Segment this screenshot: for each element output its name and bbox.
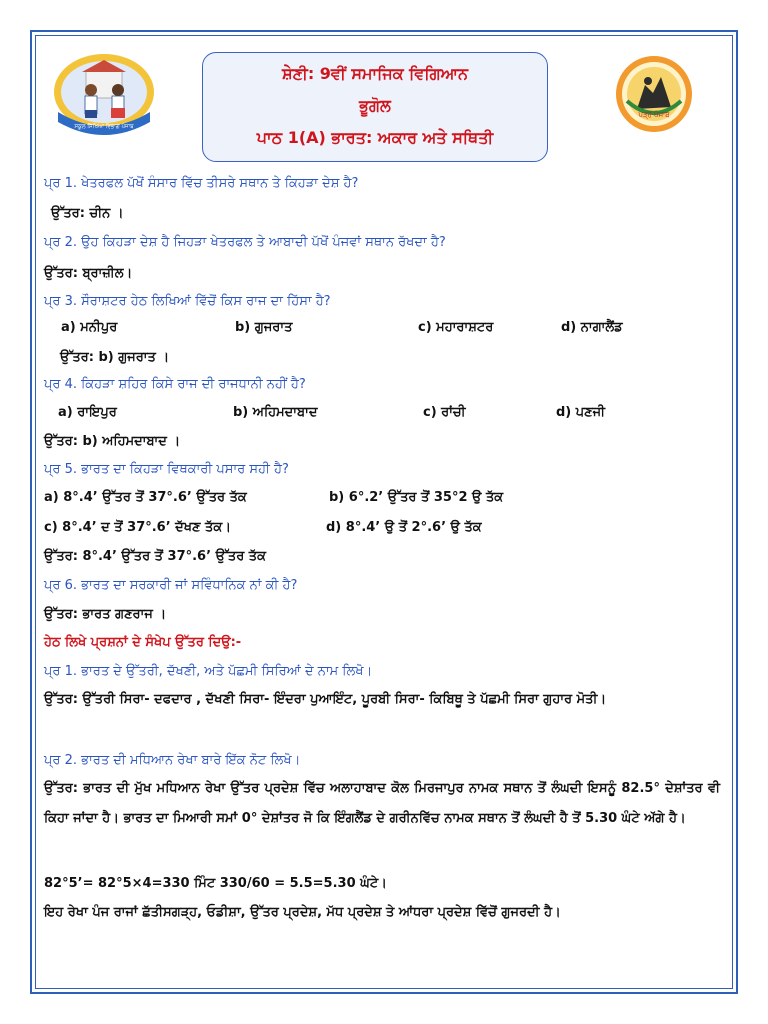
answer-5: ਉੱਤਰ: 8°.4’ ਉੱਤਰ ਤੋਂ 37°.6’ ਉੱਤਰ ਤੱਕ: [44, 549, 266, 564]
q3-option-c: c) ਮਹਾਰਾਸ਼ਟਰ: [418, 320, 494, 335]
q4-option-d: d) ਪਣਜੀ: [556, 405, 606, 420]
answer-4: ਉੱਤਰ: b) ਅਹਿਮਦਾਬਾਦ ।: [44, 434, 181, 449]
question-3: ਪ੍ਰ 3. ਸੌਰਾਸ਼ਟਰ ਹੇਠ ਲਿਖਿਆਂ ਵਿੱਚੋਂ ਕਿਸ ਰਾਜ ਦਾ ਹਿੱਸਾ ਹੈ?: [44, 294, 331, 309]
q3-option-d: d) ਨਾਗਾਲੈਂਡ: [561, 320, 623, 335]
q4-option-a: a) ਰਾਇਪੁਰ: [58, 405, 117, 420]
answer-3: ਉੱਤਰ: b) ਗੁਜਰਾਤ ।: [60, 350, 170, 365]
short-question-2: ਪ੍ਰ 2. ਭਾਰਤ ਦੀ ਮਧਿਆਨ ਰੇਖਾ ਬਾਰੇ ਇੱਕ ਨੋਟ ਲਿਖੋ।: [44, 753, 301, 768]
q5-option-c: c) 8°.4’ ਦ ਤੋਂ 37°.6’ ਦੱਖਣ ਤੱਕ।: [44, 520, 231, 535]
short-answer-2-calculation: 82°5’= 82°5×4=330 ਮਿੰਟ 330/60 = 5.5=5.30 ਘੰਟੇ।: [44, 876, 387, 891]
short-answer-2-states: ਇਹ ਰੇਖਾ ਪੰਜ ਰਾਜਾਂ ਛੱਤੀਸਗੜ੍ਹ, ਓਡੀਸ਼ਾ, ਉੱਤਰ ਪ੍ਰਦੇਸ਼, ਮੱਧ ਪ੍ਰਦੇਸ਼ ਤੇ ਆਂਧਰਾ ਪ੍ਰਦੇਸ਼ ਵਿੱਚੋਂ ਗੁਜਰਦੀ ਹੈ।: [44, 905, 561, 920]
answer-6: ਉੱਤਰ: ਭਾਰਤ ਗਣਰਾਜ ।: [44, 607, 167, 622]
q3-option-a: a) ਮਨੀਪੁਰ: [61, 320, 118, 335]
padho-punjab-logo: [615, 55, 693, 133]
short-answer-2: ਉੱਤਰ: ਭਾਰਤ ਦੀ ਮੁੱਖ ਮਧਿਆਨ ਰੇਖਾ ਉੱਤਰ ਪ੍ਰਦੇਸ਼ ਵਿੱਚ ਅਲਾਹਾਬਾਦ ਕੋਲ ਮਿਰਜਾਪੁਰ ਨਾਮਕ ਸਥਾਨ ਤੋਂ ਲੰਘਦੀ ਇਸਨੂੰ 82.5° ਦੇਸ਼ਾਂਤਰ ਵੀ ਕਿਹਾ ਜਾਂਦਾ ਹੈ। ਭਾਰਤ ਦਾ ਮਿਆਰੀ ਸਮਾਂ 0° ਦੇਸ਼ਾਂਤਰ ਜੋ ਕਿ ਇੰਗਲੈਂਡ ਦੇ ਗਰੀਨਵਿੱਚ ਨਾਮਕ ਸਥਾਨ ਤੋਂ ਲੰਘਦੀ ਹੈ ਤੋਂ 5.30 ਘੰਟੇ ਅੱਗੇ ਹੈ।: [44, 781, 720, 826]
school-logo-caption: ਸਕੂਲ ਸਿੱਖਿਆ ਵਿਭਾਗ ਪੰਜਾਬ: [74, 124, 134, 130]
title-box: [202, 52, 548, 162]
question-5: ਪ੍ਰ 5. ਭਾਰਤ ਦਾ ਕਿਹੜਾ ਵਿਥਕਾਰੀ ਪਸਾਰ ਸਹੀ ਹੈ?: [44, 462, 289, 477]
class-subject-title: ਸ਼ੇਣੀ: 9ਵੀਂ ਸਮਾਜਿਕ ਵਿਗਿਆਨ: [281, 64, 469, 83]
chapter-title: ਪਾਠ 1(A) ਭਾਰਤ: ਅਕਾਰ ਅਤੇ ਸਥਿਤੀ: [256, 128, 494, 147]
q5-option-d: d) 8°.4’ ਉ ਤੋਂ 2°.6’ ਉ ਤੱਕ: [326, 520, 482, 535]
padho-punjab-caption: ਪੜ੍ਹੋ ਪੰਜਾਬ: [638, 111, 670, 119]
q4-option-b: b) ਅਹਿਮਦਾਬਾਦ: [233, 405, 318, 420]
short-question-1: ਪ੍ਰ 1. ਭਾਰਤ ਦੇ ਉੱਤਰੀ, ਦੱਖਣੀ, ਅਤੇ ਪੱਛਮੀ ਸਿਰਿਆਂ ਦੇ ਨਾਮ ਲਿਖੋ।: [44, 664, 373, 679]
q5-option-b: b) 6°.2’ ਉੱਤਰ ਤੋਂ 35°2 ਉ ਤੱਕ: [329, 490, 504, 505]
section-heading-short-answers: ਹੇਠ ਲਿਖੇ ਪ੍ਰਸ਼ਨਾਂ ਦੇ ਸੰਖੇਪ ਉੱਤਰ ਦਿਉ:-: [44, 635, 242, 650]
q4-option-c: c) ਰਾਂਚੀ: [423, 405, 466, 420]
answer-2: ਉੱਤਰ: ਬ੍ਰਾਜ਼ੀਲ।: [44, 266, 133, 281]
school-education-logo: [44, 50, 164, 145]
question-6: ਪ੍ਰ 6. ਭਾਰਤ ਦਾ ਸਰਕਾਰੀ ਜਾਂ ਸਵਿੰਧਾਨਿਕ ਨਾਂ ਕੀ ਹੈ?: [44, 578, 298, 593]
short-answer-1: ਉੱਤਰ: ਉੱਤਰੀ ਸਿਰਾ- ਦਫਦਾਰ , ਦੱਖਣੀ ਸਿਰਾ- ਇੰਦਰਾ ਪੁਆਇੰਟ, ਪੂਰਬੀ ਸਿਰਾ- ਕਿਬਿਥੂ ਤੇ ਪੱਛਮੀ ਸਿਰਾ ਗੁਹਾਰ ਮੋਤੀ।: [44, 692, 607, 707]
question-2: ਪ੍ਰ 2. ਉਹ ਕਿਹੜਾ ਦੇਸ਼ ਹੈ ਜਿਹੜਾ ਖੇਤਰਫਲ ਤੇ ਆਬਾਦੀ ਪੱਖੋਂ ਪੰਜਵਾਂ ਸਥਾਨ ਰੱਖਦਾ ਹੈ?: [44, 235, 446, 250]
q5-option-a: a) 8°.4’ ਉੱਤਰ ਤੋਂ 37°.6’ ਉੱਤਰ ਤੱਕ: [44, 490, 247, 505]
q3-option-b: b) ਗੁਜਰਾਤ: [235, 320, 293, 335]
subject-title: ਭੂਗੋਲ: [359, 96, 391, 115]
question-4: ਪ੍ਰ 4. ਕਿਹੜਾ ਸ਼ਹਿਰ ਕਿਸੇ ਰਾਜ ਦੀ ਰਾਜਧਾਨੀ ਨਹੀਂ ਹੈ?: [44, 377, 306, 392]
question-1: ਪ੍ਰ 1. ਖੇਤਰਫਲ ਪੱਖੋਂ ਸੰਸਾਰ ਵਿੱਚ ਤੀਸਰੇ ਸਥਾਨ ਤੇ ਕਿਹੜਾ ਦੇਸ਼ ਹੈ?: [44, 176, 359, 191]
answer-1: ਉੱਤਰ: ਚੀਨ ।: [51, 206, 124, 221]
